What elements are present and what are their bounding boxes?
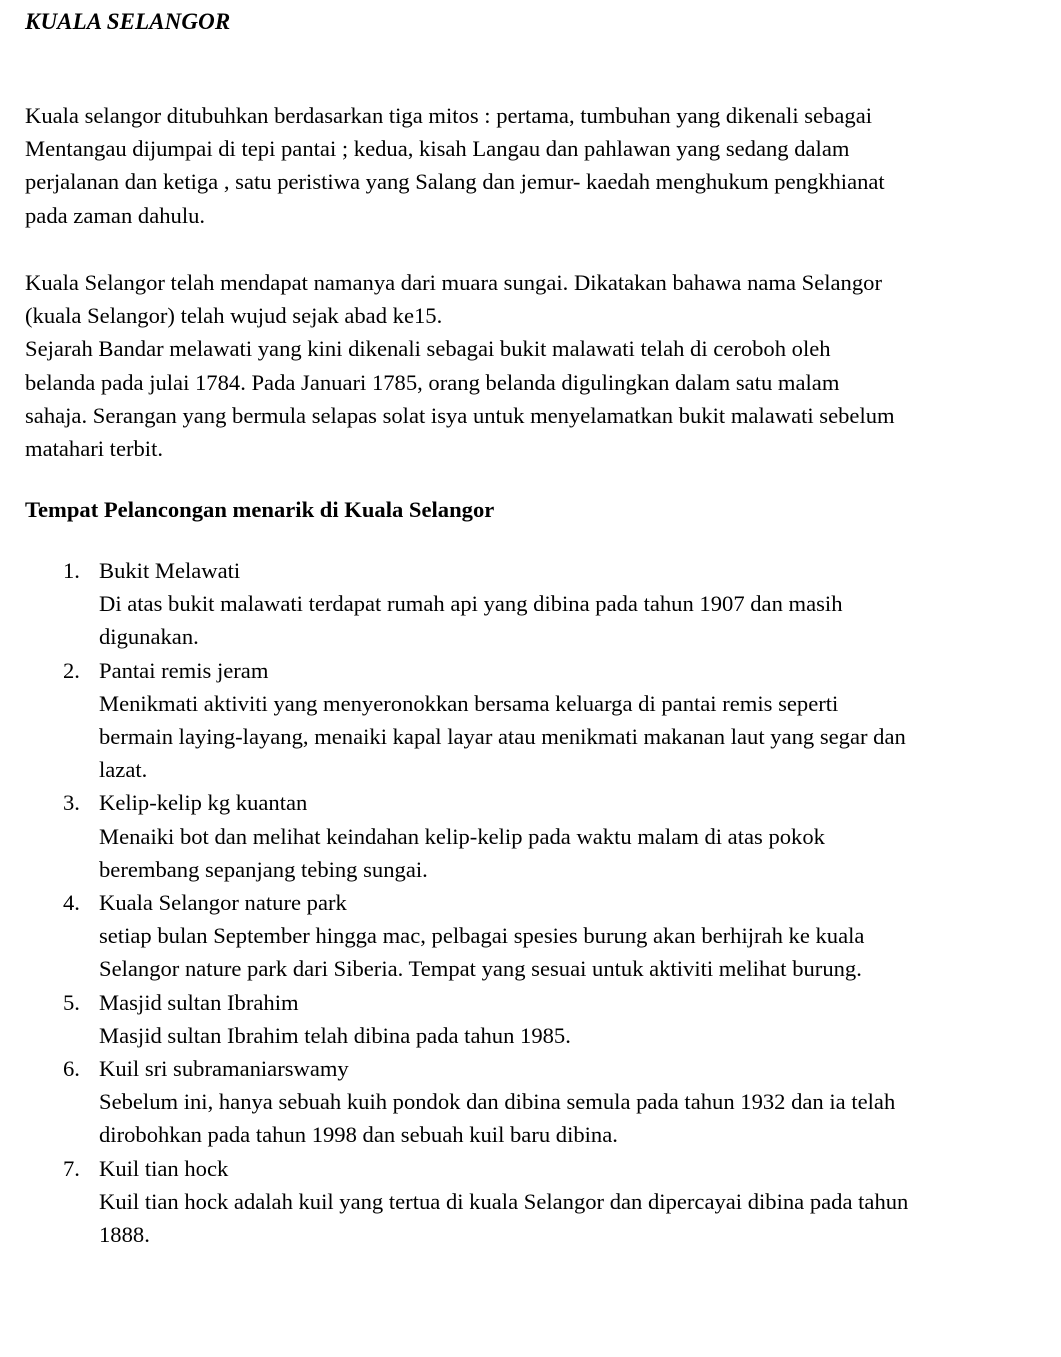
list-item-description bbox=[99, 820, 1015, 886]
list-item-title: Kuil tian hock bbox=[99, 1155, 229, 1181]
text-line: Masjid sultan Ibrahim telah dibina pada tahun 1985. bbox=[99, 1022, 571, 1048]
list-item-title: Bukit Melawati bbox=[99, 558, 241, 583]
text-line: lazat. bbox=[99, 757, 148, 783]
list-item bbox=[25, 654, 1015, 787]
list-item bbox=[25, 1052, 1015, 1152]
list-item-description bbox=[99, 1019, 1015, 1052]
list-item-number: 4. bbox=[63, 890, 80, 916]
list-item bbox=[25, 1152, 1015, 1252]
text-line: Sebelum ini, hanya sebuah kuih pondok dan dibina semula pada tahun 1932 dan ia telah bbox=[99, 1089, 896, 1115]
list-item-number: 2. bbox=[63, 657, 80, 683]
text-line: Kuala selangor ditubuhkan berdasarkan tiga mitos : pertama, tumbuhan yang dikenali sebagai bbox=[25, 103, 873, 128]
text-line: belanda pada julai 1784. Pada Januari 1785, orang belanda digulingkan dalam satu malam bbox=[25, 369, 840, 395]
list-item-number: 5. bbox=[63, 989, 80, 1015]
text-line: perjalanan dan ketiga , satu peristiwa yang Salang dan jemur- kaedah menghukum pengkhianat bbox=[25, 169, 885, 195]
text-line: matahari terbit. bbox=[25, 436, 164, 462]
text-line: Selangor nature park dari Siberia. Tempat yang sesuai untuk aktiviti melihat burung. bbox=[99, 956, 862, 982]
list-item-description bbox=[99, 919, 1015, 985]
text-line: Sejarah Bandar melawati yang kini dikenali sebagai bukit malawati telah di ceroboh oleh bbox=[25, 336, 831, 362]
text-line: Di atas bukit malawati terdapat rumah api yang dibina pada tahun 1907 dan masih bbox=[99, 591, 843, 617]
list-item bbox=[25, 986, 1015, 1052]
list-item-number: 1. bbox=[63, 558, 80, 583]
text-line: pada zaman dahulu. bbox=[25, 202, 206, 228]
text-line: (kuala Selangor) telah wujud sejak abad ke15. bbox=[25, 303, 443, 329]
text-line: Mentangau dijumpai di tepi pantai ; kedua, kisah Langau dan pahlawan yang sedang dalam bbox=[25, 136, 850, 162]
list-item-title: Kuala Selangor nature park bbox=[99, 890, 347, 916]
intro-paragraph-1 bbox=[25, 99, 1015, 232]
text-line: bermain laying-layang, menaiki kapal layar atau menikmati makanan laut yang segar dan bbox=[99, 724, 906, 750]
text-line: Kuil tian hock adalah kuil yang tertua di kuala Selangor dan dipercayai dibina pada tahun bbox=[99, 1188, 909, 1214]
list-item-number: 6. bbox=[63, 1056, 80, 1082]
text-line: dirobohkan pada tahun 1998 dan sebuah kuil baru dibina. bbox=[99, 1122, 618, 1148]
list-item-number: 7. bbox=[63, 1155, 80, 1181]
list-item-description bbox=[99, 587, 1015, 653]
text-line: Menaiki bot dan melihat keindahan kelip-kelip pada waktu malam di atas pokok bbox=[99, 823, 825, 849]
intro-paragraph-2 bbox=[25, 266, 1015, 465]
list-item bbox=[25, 886, 1015, 986]
list-item-description bbox=[99, 1085, 1015, 1151]
list-item bbox=[25, 786, 1015, 886]
list-item-description bbox=[99, 1185, 1015, 1251]
list-item bbox=[25, 554, 1015, 654]
text-line: Menikmati aktiviti yang menyeronokkan bersama keluarga di pantai remis seperti bbox=[99, 690, 839, 716]
document-title: KUALA SELANGOR bbox=[25, 9, 231, 34]
list-item-title: Kuil sri subramaniarswamy bbox=[99, 1056, 349, 1082]
list-item-number: 3. bbox=[63, 790, 80, 816]
text-line: 1888. bbox=[99, 1222, 150, 1248]
list-item-title: Masjid sultan Ibrahim bbox=[99, 989, 299, 1015]
text-line: digunakan. bbox=[99, 624, 199, 650]
list-item-title: Pantai remis jeram bbox=[99, 657, 269, 683]
section-heading: Tempat Pelancongan menarik di Kuala Selangor bbox=[25, 497, 495, 522]
text-line: sahaja. Serangan yang bermula selapas solat isya untuk menyelamatkan bukit malawati sebelum bbox=[25, 402, 895, 428]
text-line: setiap bulan September hingga mac, pelbagai spesies burung akan berhijrah ke kuala bbox=[99, 923, 865, 949]
list-item-title: Kelip-kelip kg kuantan bbox=[99, 790, 308, 816]
places-list bbox=[25, 554, 1015, 1251]
list-item-description bbox=[99, 687, 1015, 787]
text-line: Kuala Selangor telah mendapat namanya dari muara sungai. Dikatakan bahawa nama Selangor bbox=[25, 270, 882, 295]
text-line: berembang sepanjang tebing sungai. bbox=[99, 856, 428, 882]
